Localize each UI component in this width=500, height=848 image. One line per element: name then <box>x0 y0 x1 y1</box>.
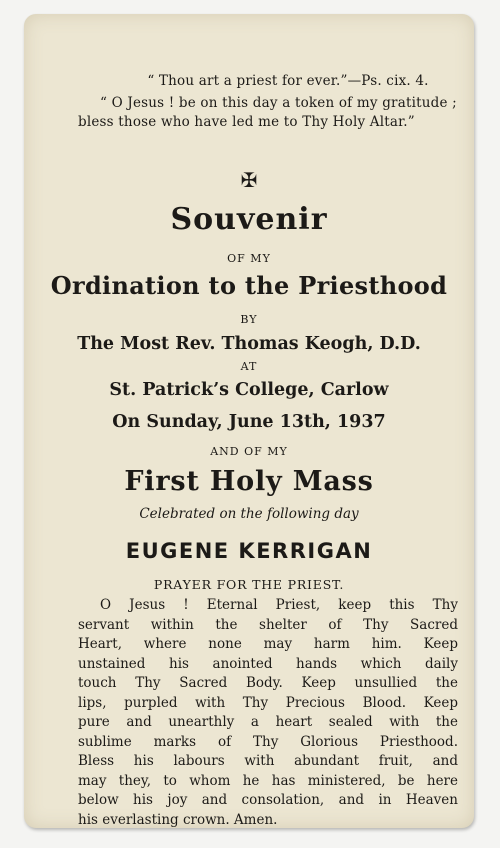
ordination-place: St. Patrick’s College, Carlow <box>109 380 389 400</box>
epigraph-gratitude: “ O Jesus ! be on this day a token of my gratitude ; bless those who have led me to Thy Holy Altar.” <box>78 95 457 130</box>
epigraph-psalm: “ Thou art a priest for ever.”—Ps. cix. 4. <box>147 73 429 89</box>
ordaining-bishop: The Most Rev. Thomas Keogh, D.D. <box>77 334 421 354</box>
prayer-line: unstained his anointed hands which daily <box>78 655 458 672</box>
ordination-heading: Ordination to the Priesthood <box>50 271 448 300</box>
prayer-line: Heart, where none may harm him. Keep <box>78 636 458 652</box>
prayer-line: O Jesus ! Eternal Priest, keep this Thy <box>100 597 458 613</box>
celebrated-note: Celebrated on the following day <box>139 506 359 522</box>
prayer-line: may they, to whom he has ministered, be here <box>78 772 458 789</box>
prayer-line: Bless his labours with abundant fruit, and <box>78 753 458 769</box>
at-label: AT <box>240 360 258 373</box>
by-label: BY <box>240 313 258 326</box>
prayer-line: his everlasting crown. Amen. <box>78 811 278 828</box>
first-mass-heading: First Holy Mass <box>124 466 374 497</box>
prayer-line: touch Thy Sacred Body. Keep unsullied the <box>78 675 458 691</box>
prayer-text <box>78 596 458 830</box>
prayer-title: PRAYER FOR THE PRIEST. <box>153 577 345 592</box>
souvenir-heading: Souvenir <box>170 202 328 237</box>
prayer-line: sublime marks of Thy Glorious Priesthood. <box>78 733 458 750</box>
ordination-date: On Sunday, June 13th, 1937 <box>112 412 386 432</box>
prayer-line: pure and unearthly a heart sealed with the <box>78 714 458 730</box>
of-my-label: OF MY <box>227 252 271 265</box>
cross-icon: ✠ <box>240 168 258 192</box>
prayer-line: servant within the shelter of Thy Sacred <box>78 616 458 633</box>
priest-name: EUGENE KERRIGAN <box>125 539 373 563</box>
prayer-line: below his joy and consolation, and in Heaven <box>78 792 458 808</box>
and-of-my-label: AND OF MY <box>210 445 288 458</box>
souvenir-card <box>24 14 474 828</box>
prayer-line: lips, purpled with Thy Precious Blood. Keep <box>78 694 458 711</box>
